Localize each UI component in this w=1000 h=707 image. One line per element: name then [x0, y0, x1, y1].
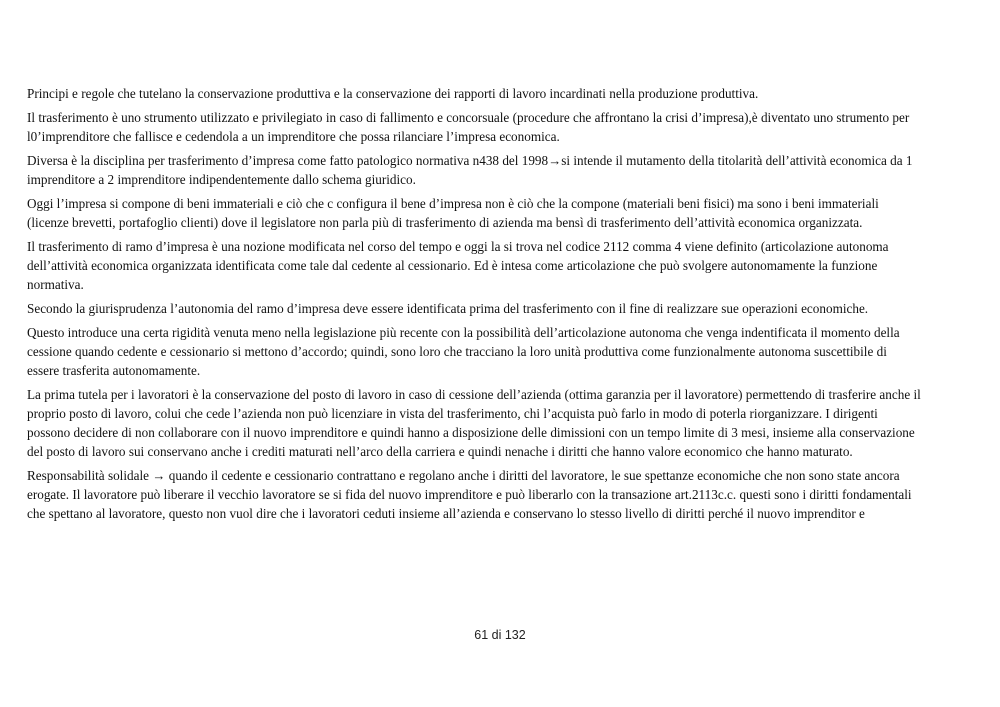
paragraph-intangible-assets: Oggi l’impresa si compone di beni immateriali e ciò che c configura il bene d’impresa non è ciò che la compone (materiali beni fisici) ma sono i beni immateriali (licenze brevetti, portafoglio clienti) dove il legislatore non parla più di trasferimento di azienda ma bensì di trasferimento dell’attività economica organizzata.: [27, 196, 879, 230]
paragraph-joint-liability: Responsabilità solidale → quando il cedente e cessionario contrattano e regolano anche i diritti del lavoratore, le sue spettanze economiche che non sono state ancora erogate. Il lavoratore può liberare il vecchio lavoratore se si fida del nuovo imprenditore e può liberarlo con la transazione art.2113c.c. questi sono i diritti fondamentali che spettano al lavoratore, questo non vuol dire che i lavoratori ceduti insieme all’azienda e conservano lo stesso livello di diritti perché il nuovo imprenditor e: [27, 468, 912, 521]
page-number: 61 di 132: [474, 628, 526, 642]
paragraph-jurisprudence: Secondo la giurisprudenza l’autonomia del ramo d’impresa deve essere identificata prima del trasferimento con il fine di realizzare sue operazioni economiche.: [27, 301, 869, 316]
paragraph-rigidity: Questo introduce una certa rigidità venuta meno nella legislazione più recente con la possibilità dell’articolazione autonoma che venga indentificata il momento della cessione quando cedente e cessionario si mettono d’accordo; quindi, sono loro che tracciano la loro unità produttiva come funzionalmente autonoma suscettibile di essere trasferita autonomamente.: [27, 325, 900, 378]
paragraph-branch-transfer: Il trasferimento di ramo d’impresa è una nozione modificata nel corso del tempo e oggi la si trova nel codice 2112 comma 4 viene definito (articolazione autonoma dell’attività economica organizzata identificata come tale dal cedente al cessionario. Ed è intesa come articolazione che può svolgere autonomamente la funzione normativa.: [27, 239, 889, 292]
paragraph-principles: Principi e regole che tutelano la conservazione produttiva e la conservazione dei rapporti di lavoro incardinati nella produzione produttiva.: [27, 86, 759, 101]
paragraph-first-protection: La prima tutela per i lavoratori è la conservazione del posto di lavoro in caso di cessione dell’azienda (ottima garanzia per il lavoratore) permettendo di trasferire anche il proprio posto di lavoro, colui che cede l’azienda non può licenziare in vista del trasferimento, chi l’acquista può farlo in modo di poterla riorganizzare. I dirigenti possono decidere di non collaborare con il nuovo imprenditore e quindi hanno a disposizione delle dimissioni con un tempo limite di 3 mesi, insieme alla conservazione del posto di lavoro sui conservano anche i crediti maturati nell’arco della carriera e quindi nenache i diritti che hanno valore economico che hanno maturato.: [27, 387, 921, 459]
document-body: [27, 84, 922, 528]
paragraph-transfer-instrument: Il trasferimento è uno strumento utilizzato e privilegiato in caso di fallimento e concorsuale (procedure che affrontano la crisi d’impresa),è diventato uno strumento per l0’imprenditore che fallisce e cedendola a un imprenditore che possa rilanciare l’impresa economica.: [27, 110, 910, 144]
paragraph-pathological-transfer: Diversa è la disciplina per trasferimento d’impresa come fatto patologico normativa n438 del 1998→si intende il mutamento della titolarità dell’attività economica da 1 imprenditore a 2 imprenditore indipendentemente dallo schema giuridico.: [27, 153, 913, 187]
